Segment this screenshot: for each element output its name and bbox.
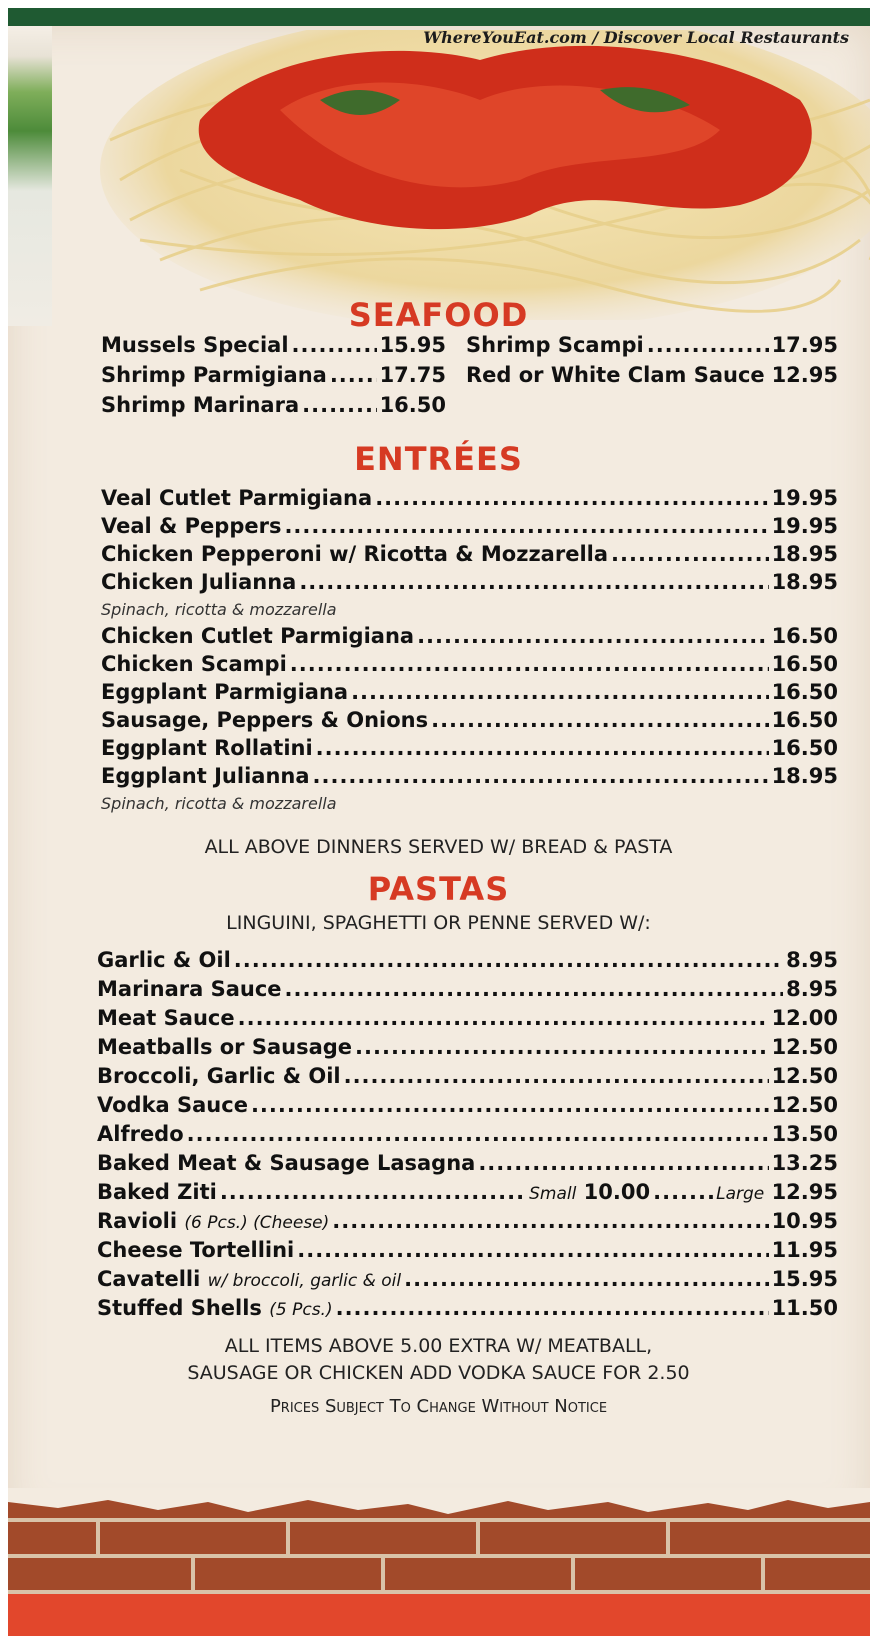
item-name: Meat Sauce: [97, 1006, 235, 1030]
item-price-large: 12.95: [771, 1180, 838, 1204]
item-name: Chicken Cutlet Parmigiana: [101, 624, 415, 648]
item-price: 18.95: [771, 764, 838, 788]
item-price: 16.50: [771, 652, 838, 676]
item-name: Marinara Sauce: [97, 977, 282, 1001]
entree-item: [101, 652, 838, 676]
watermark-text: WhereYouEat.com / Discover Local Restaurants: [423, 28, 849, 47]
item-price: 16.50: [771, 736, 838, 760]
spaghetti-photo: [100, 30, 870, 320]
item-name: Veal & Peppers: [101, 514, 282, 538]
pasta-item: [97, 948, 838, 972]
item-name: Cavatelli: [97, 1267, 201, 1291]
seafood-title: SEAFOOD: [348, 296, 529, 334]
item-price-small: 10.00: [583, 1180, 651, 1204]
item-price: 13.50: [771, 1122, 838, 1146]
item-price: 8.95: [786, 977, 838, 1001]
seafood-item: [466, 333, 838, 357]
item-price: 8.95: [786, 948, 838, 972]
item-name: Baked Meat & Sausage Lasagna: [97, 1151, 476, 1175]
item-price: 17.75: [379, 363, 446, 387]
item-name: Veal Cutlet Parmigiana: [101, 486, 373, 510]
item-name: Sausage, Peppers & Onions: [101, 708, 429, 732]
entrees-note: ALL ABOVE DINNERS SERVED W/ BREAD & PASTA: [204, 836, 673, 858]
item-price: 12.50: [771, 1093, 838, 1117]
item-price: 16.50: [379, 393, 446, 417]
item-price: 15.95: [379, 333, 446, 357]
item-price: 13.25: [771, 1151, 838, 1175]
pastas-subtitle: LINGUINI, SPAGHETTI OR PENNE SERVED W/:: [226, 912, 651, 934]
item-name: Baked Ziti: [97, 1180, 217, 1204]
size-label-large: Large: [716, 1184, 765, 1204]
item-price: 12.50: [771, 1035, 838, 1059]
item-name: Chicken Pepperoni w/ Ricotta & Mozzarella: [101, 542, 609, 566]
entree-item: [101, 514, 838, 538]
leader-dots: [313, 764, 769, 788]
leader-dots: [234, 948, 783, 972]
pasta-item: [97, 1122, 838, 1146]
entree-item: [101, 542, 838, 566]
entree-item: [101, 570, 838, 594]
leader-dots: [332, 1209, 768, 1233]
pastas-note-line2: SAUSAGE OR CHICKEN ADD VODKA SAUCE FOR 2.50: [187, 1362, 690, 1384]
item-name: Meatballs or Sausage: [97, 1035, 353, 1059]
item-name: Vodka Sauce: [97, 1093, 248, 1117]
pasta-item: [97, 1151, 838, 1175]
price-disclaimer: Prices Subject To Change Without Notice: [269, 1396, 608, 1417]
seafood-item: [101, 363, 446, 387]
leader-dots: [220, 1180, 526, 1204]
item-price: 16.50: [771, 708, 838, 732]
item-name: Stuffed Shells: [97, 1296, 262, 1320]
item-price: 16.50: [771, 624, 838, 648]
pasta-item: [97, 1064, 838, 1088]
item-price: 10.95: [771, 1209, 838, 1233]
pasta-item: [97, 1267, 838, 1291]
leader-dots: [344, 1064, 769, 1088]
torn-paper-edge: [8, 1488, 870, 1518]
entrees-title: ENTRÉES: [354, 440, 523, 478]
item-name: Ravioli: [97, 1209, 178, 1233]
leader-dots: [404, 1267, 768, 1291]
brick-pattern: [8, 1518, 870, 1594]
leader-dots: [290, 652, 769, 676]
item-price: 19.95: [771, 486, 838, 510]
leader-dots: [611, 542, 769, 566]
item-name: Eggplant Rollatini: [101, 736, 313, 760]
leader-dots: [653, 1180, 713, 1204]
pasta-item: [97, 1209, 838, 1233]
entree-item: [101, 486, 838, 510]
seafood-item: [101, 333, 446, 357]
item-extra: (6 Pcs.) (Cheese): [184, 1213, 330, 1233]
item-price: 12.50: [771, 1064, 838, 1088]
item-name: Cheese Tortellini: [97, 1238, 295, 1262]
item-name: Alfredo: [97, 1122, 184, 1146]
item-name: Mussels Special: [101, 333, 289, 357]
leader-dots: [375, 486, 768, 510]
entree-item: [101, 736, 838, 760]
entree-item: [101, 764, 838, 788]
leader-dots: [431, 708, 768, 732]
item-name: Shrimp Marinara: [101, 393, 300, 417]
seafood-item: [466, 363, 838, 387]
leader-dots: [297, 1238, 768, 1262]
leader-dots: [187, 1122, 769, 1146]
leader-dots: [330, 363, 377, 387]
item-name: Eggplant Parmigiana: [101, 680, 349, 704]
item-name: Shrimp Scampi: [466, 333, 644, 357]
item-price: 11.50: [771, 1296, 838, 1320]
item-name: Chicken Julianna: [101, 570, 297, 594]
item-price: 18.95: [771, 542, 838, 566]
size-label-small: Small: [529, 1184, 577, 1204]
item-extra: w/ broccoli, garlic & oil: [207, 1271, 402, 1291]
leader-dots: [299, 570, 768, 594]
item-price: 18.95: [771, 570, 838, 594]
item-name: Red or White Clam Sauce: [466, 363, 765, 387]
item-price: 16.50: [771, 680, 838, 704]
leader-dots: [768, 363, 769, 387]
pasta-item: [97, 1238, 838, 1262]
leader-dots: [284, 514, 768, 538]
pasta-item: [97, 1006, 838, 1030]
item-extra: (5 Pcs.): [269, 1300, 333, 1320]
leader-dots: [285, 977, 784, 1001]
item-description: Spinach, ricotta & mozzarella: [101, 600, 337, 619]
seafood-item: [101, 393, 446, 417]
pasta-item: [97, 1296, 838, 1320]
item-price: 11.95: [771, 1238, 838, 1262]
item-name: Eggplant Julianna: [101, 764, 310, 788]
leader-dots: [302, 393, 376, 417]
entree-item: [101, 624, 838, 648]
item-price: 15.95: [771, 1267, 838, 1291]
pasta-item: [97, 977, 838, 1001]
leader-dots: [355, 1035, 769, 1059]
entree-item: [101, 708, 838, 732]
leader-dots: [417, 624, 769, 648]
leader-dots: [292, 333, 377, 357]
leader-dots: [478, 1151, 768, 1175]
leader-dots: [647, 333, 769, 357]
item-price: 12.00: [771, 1006, 838, 1030]
pasta-item: [97, 1035, 838, 1059]
item-name: Garlic & Oil: [97, 948, 231, 972]
vegetable-photo-strip: [8, 26, 52, 326]
item-price: 17.95: [771, 333, 838, 357]
item-description: Spinach, ricotta & mozzarella: [101, 794, 337, 813]
item-name: Shrimp Parmigiana: [101, 363, 327, 387]
bottom-red-band: [8, 1594, 870, 1636]
entree-item: [101, 680, 838, 704]
leader-dots: [316, 736, 769, 760]
leader-dots: [251, 1093, 769, 1117]
pastas-note-line1: ALL ITEMS ABOVE 5.00 EXTRA W/ MEATBALL,: [224, 1335, 653, 1357]
leader-dots: [336, 1296, 769, 1320]
pasta-item-ziti: [97, 1180, 838, 1204]
item-price: 12.95: [771, 363, 838, 387]
pasta-item: [97, 1093, 838, 1117]
item-price: 19.95: [771, 514, 838, 538]
leader-dots: [351, 680, 768, 704]
item-name: Broccoli, Garlic & Oil: [97, 1064, 341, 1088]
item-name: Chicken Scampi: [101, 652, 287, 676]
pastas-title: PASTAS: [367, 870, 510, 908]
leader-dots: [238, 1006, 769, 1030]
